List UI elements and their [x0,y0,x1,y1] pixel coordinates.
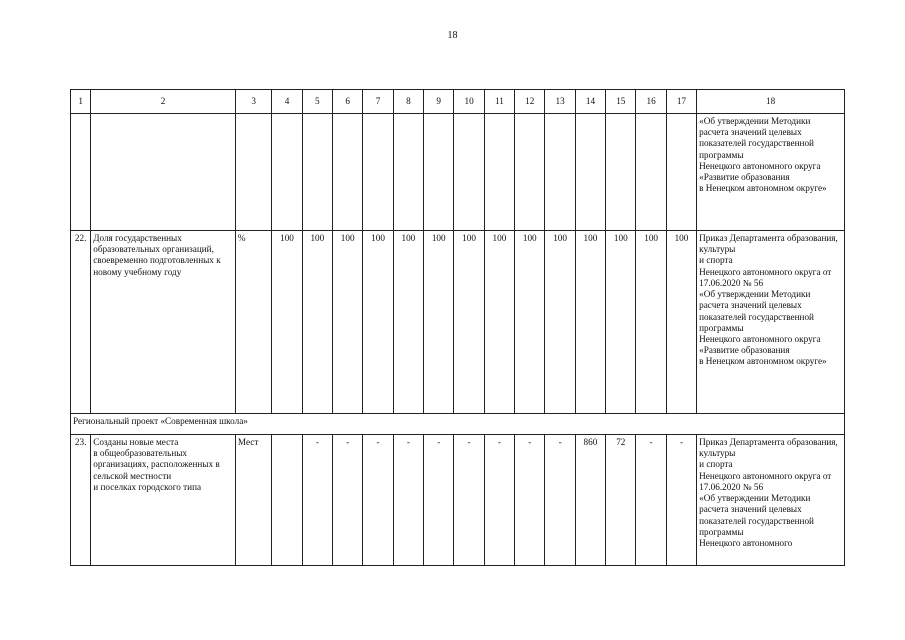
value-cell: - [636,435,666,566]
unit-cell [235,114,271,231]
column-header: 4 [272,90,302,114]
column-header: 18 [697,90,845,114]
column-header: 16 [636,90,666,114]
value-cell: 100 [424,231,454,414]
value-cell: 860 [575,435,605,566]
unit-cell: % [235,231,271,414]
value-cell: 100 [515,231,545,414]
value-cell: 100 [636,231,666,414]
value-cell [302,114,332,231]
indicator-name: Созданы новые места в общеобразовательных организациях, расположенных в сельской местности и поселках городского типа [91,435,236,566]
column-header: 10 [454,90,484,114]
value-cell [454,114,484,231]
value-cell: 100 [575,231,605,414]
indicator-name: Доля государственных образовательных организаций, своевременно подготовленных к новому учебному году [91,231,236,414]
value-cell: - [333,435,363,566]
column-header: 14 [575,90,605,114]
source-document: Приказ Департамента образования, культуры и спорта Ненецкого автономного округа от 17.06.2020 № 56 «Об утверждении Методики расчета значений целевых показателей государственной программы Ненецкого автономного округа «Развитие образования в Ненецком автономном округе» [697,231,845,414]
column-header: 8 [393,90,423,114]
section-row [71,414,845,435]
value-cell [575,114,605,231]
column-header: 13 [545,90,575,114]
value-cell: 72 [606,435,636,566]
value-cell: 100 [454,231,484,414]
value-cell [515,114,545,231]
column-header: 1 [71,90,91,114]
value-cell: 100 [666,231,696,414]
column-header: 3 [235,90,271,114]
column-header: 17 [666,90,696,114]
value-cell: 100 [363,231,393,414]
value-cell [424,114,454,231]
value-cell [272,435,302,566]
value-cell: 100 [272,231,302,414]
column-header: 11 [484,90,514,114]
indicator-name [91,114,236,231]
section-title: Региональный проект «Современная школа» [71,414,845,435]
value-cell [666,114,696,231]
value-cell: - [484,435,514,566]
value-cell: - [302,435,332,566]
unit-cell: Мест [235,435,271,566]
column-header: 5 [302,90,332,114]
source-document: Приказ Департамента образования, культуры и спорта Ненецкого автономного округа от 17.06.2020 № 56 «Об утверждении Методики расчета значений целевых показателей государственной программы Ненецкого автономного [697,435,845,566]
value-cell: - [393,435,423,566]
source-document: «Об утверждении Методики расчета значений целевых показателей государственной программы Ненецкого автономного округа «Развитие образования в Ненецком автономном округе» [697,114,845,231]
value-cell: - [363,435,393,566]
value-cell: 100 [606,231,636,414]
value-cell: - [545,435,575,566]
value-cell [484,114,514,231]
page-number: 18 [447,30,458,41]
row-number [71,114,91,231]
value-cell: 100 [393,231,423,414]
value-cell: - [454,435,484,566]
table-header-row [71,90,845,114]
value-cell [545,114,575,231]
value-cell: 100 [333,231,363,414]
table-row [71,114,845,231]
indicator-table [70,89,845,566]
value-cell: 100 [484,231,514,414]
value-cell: 100 [302,231,332,414]
value-cell: - [424,435,454,566]
value-cell [393,114,423,231]
value-cell: - [515,435,545,566]
column-header: 2 [91,90,236,114]
column-header: 6 [333,90,363,114]
column-header: 9 [424,90,454,114]
column-header: 15 [606,90,636,114]
table-row [71,435,845,566]
table-row [71,231,845,414]
row-number: 22. [71,231,91,414]
value-cell [272,114,302,231]
value-cell [606,114,636,231]
value-cell [636,114,666,231]
value-cell: 100 [545,231,575,414]
column-header: 12 [515,90,545,114]
value-cell: - [666,435,696,566]
column-header: 7 [363,90,393,114]
value-cell [333,114,363,231]
row-number: 23. [71,435,91,566]
value-cell [363,114,393,231]
